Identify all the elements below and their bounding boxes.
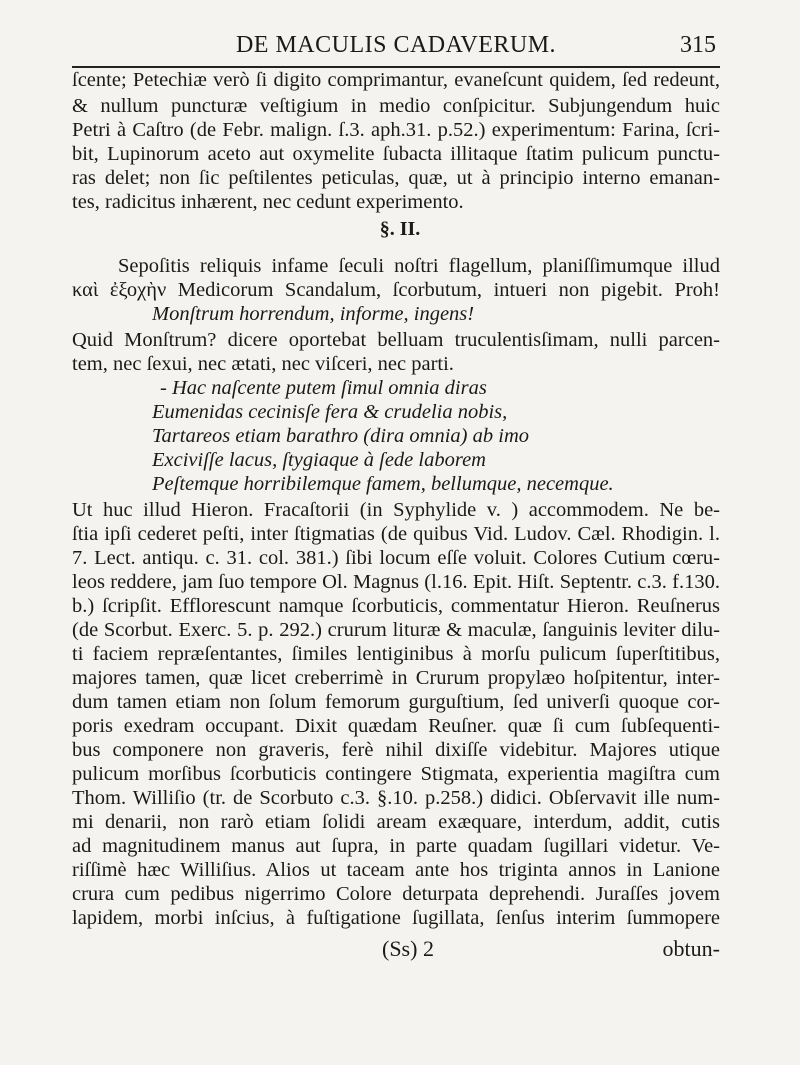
verse-line: Monſtrum horrendum, informe, ingens! — [152, 303, 475, 325]
text-line: Quid Monſtrum? dicere oportebat belluam truculentisſimam, nulli parcen- — [72, 329, 720, 351]
text-line: tem, nec ſexui, nec ætati, nec viſceri, nec parti. — [72, 353, 454, 375]
text-line: ſtia ipſi cederet peſti, inter ſtigmatias (de quibus Vid. Ludov. Cæl. Rhodigin. l. — [72, 523, 720, 545]
text-line: tes, radicitus inhærent, nec cedunt experimento. — [72, 191, 464, 213]
running-title: DE MACULIS CADAVERUM. — [235, 32, 557, 58]
text-line: Sepoſitis reliquis infame ſeculi noſtri flagellum, planiſſimumque illud — [118, 255, 720, 277]
text-line: pulicum morſibus ſcorbuticis contingere Stigmata, experientia magiſtra cum — [72, 763, 720, 785]
verse-line: Tartareos etiam barathro (dira omnia) ab imo — [152, 425, 529, 447]
text-line: ti faciem repræſentantes, ſimiles lentiginibus à morſu pulicum ſuperſtitibus, — [72, 643, 720, 665]
verse-line: - Hac naſcente putem ſimul omnia diras — [160, 377, 487, 399]
verse-line: Peſtemque horribilemque famem, bellumque, necemque. — [152, 473, 614, 495]
signature-mark: (Ss) 2 — [382, 936, 434, 961]
section-heading: §. II. — [379, 218, 421, 240]
text-line: Petri à Caſtro (de Febr. malign. ſ.3. aph.31. p.52.) experimentum: Farina, ſcri- — [72, 119, 720, 141]
text-line: Thom. Williſio (tr. de Scorbuto c.3. §.10. p.258.) didici. Obſervavit ille num- — [72, 787, 720, 809]
text-line: Ut huc illud Hieron. Fracaſtorii (in Syphylide v. ) accommodem. Ne be- — [72, 499, 720, 521]
text-line: mi denarii, non rarò etiam ſolidi aream exæquare, interdum, addit, cutis — [72, 811, 720, 833]
text-line: ſcente; Petechiæ verò ſi digito comprimantur, evaneſcunt quidem, ſed redeunt, — [72, 69, 720, 91]
text-line: & nullum puncturæ veſtigium in medio conſpicitur. Subjungendum huic — [72, 95, 720, 117]
page-header — [72, 30, 720, 68]
text-line: riſſimè hæc Williſius. Alios ut taceam ante hos triginta annos in Lanione — [72, 859, 720, 881]
text-line: bit, Lupinorum aceto aut oxymelite ſubacta illitaque ſtatim pulicum punctu- — [72, 143, 720, 165]
text-line: leos reddere, jam ſuo tempore Ol. Magnus (l.16. Epit. Hiſt. Septentr. c.3. f.130. — [72, 571, 720, 593]
text-line: dum tamen etiam non ſolum femorum gurguſtium, ſed univerſi quoque cor- — [72, 691, 720, 713]
text-line: καὶ ἐξοχὴν Medicorum Scandalum, ſcorbutum, intueri non pigebit. Proh! — [72, 279, 720, 301]
text-line: b.) ſcripſit. Efflorescunt namque ſcorbuticis, commentatur Hieron. Reuſnerus — [72, 595, 720, 617]
text-line: bus componere non graveris, ferè nihil dixiſſe videbitur. Majores utique — [72, 739, 720, 761]
catchword: obtun- — [662, 936, 720, 961]
text-line: 7. Lect. antiqu. c. 31. col. 381.) ſibi locum eſſe voluit. Colores Cutium cœru- — [72, 547, 720, 569]
verse-line: Exciviſſe lacus, ſtygiaque à ſede laborem — [152, 449, 486, 471]
verse-line: Eumenidas cecinisſe fera & crudelia nobis, — [152, 401, 508, 423]
page-number: 315 — [680, 32, 716, 58]
text-line: poris exedram occupant. Dixit quædam Reuſner. quæ ſi cum ſubſequenti- — [72, 715, 720, 737]
text-line: ad magnitudinem manus aut ſupra, in parte quadam ſugillari videtur. Ve- — [72, 835, 720, 857]
text-line: crura cum pedibus nigerrimo Colore deturpata deprehendi. Juraſſes jovem — [72, 883, 720, 905]
text-line: ras delet; non ſic peſtilentes peticulas, quæ, ut à principio interno emanan- — [72, 167, 720, 189]
text-line: majores tamen, quæ licet creberrimè in Crurum propylæo hoſpitentur, inter- — [72, 667, 720, 689]
text-line: lapidem, morbi inſcius, à fuſtigatione ſugillata, ſenſus interim ſummopere — [72, 907, 720, 929]
text-line: (de Scorbut. Exerc. 5. p. 292.) crurum lituræ & maculæ, ſanguinis leviter dilu- — [72, 619, 720, 641]
